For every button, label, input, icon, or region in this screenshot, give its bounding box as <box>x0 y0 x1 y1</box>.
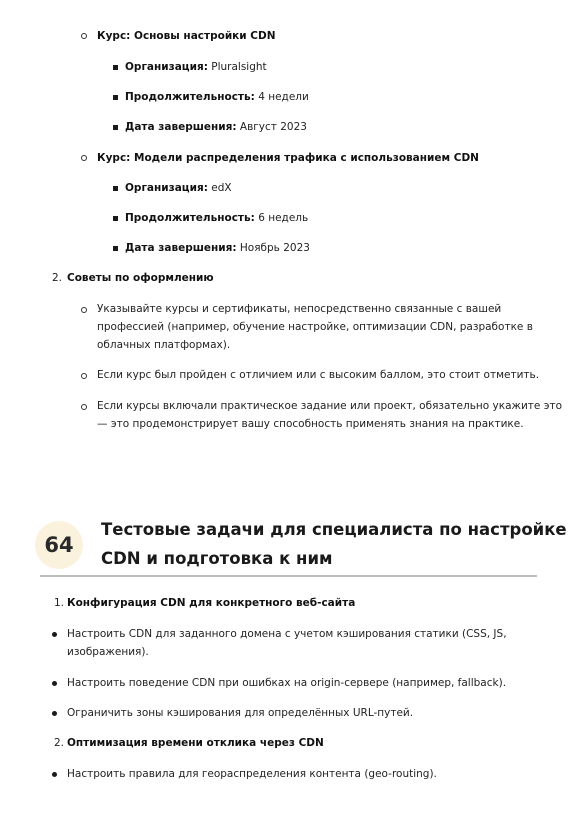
task-heading: Конфигурация CDN для конкретного веб-сайта <box>67 597 356 609</box>
course-duration: Продолжительность: 4 недели <box>125 91 309 103</box>
bullet-circle-icon <box>81 33 87 39</box>
tip-line: Указывайте курсы и сертификаты, непосредственно связанные с вашей <box>97 303 502 315</box>
bullet-square-icon <box>113 246 118 251</box>
course-org: Организация: edX <box>125 182 232 194</box>
course-date: Дата завершения: Ноябрь 2023 <box>125 242 310 254</box>
section-title: CDN и подготовка к ним <box>101 549 333 568</box>
bullet-dot-icon <box>52 711 57 716</box>
bullet-square-icon <box>113 95 118 100</box>
task-item: Настроить правила для геораспределения контента (geo-routing). <box>67 768 437 780</box>
tips-number: 2. <box>52 272 63 284</box>
tip-line: облачных платформах). <box>97 339 231 351</box>
task-item: Ограничить зоны кэширования для определённых URL-путей. <box>67 707 414 719</box>
course-duration: Продолжительность: 6 недель <box>125 212 309 224</box>
task-heading: Оптимизация времени отклика через CDN <box>67 737 324 749</box>
course-date: Дата завершения: Август 2023 <box>125 121 307 133</box>
bullet-circle-icon <box>81 307 87 313</box>
task-item: Настроить CDN для заданного домена с учетом кэширования статики (CSS, JS, <box>67 628 507 640</box>
task-item: Настроить поведение CDN при ошибках на origin-сервере (например, fallback). <box>67 677 507 689</box>
tip-line: Если курс был пройден с отличием или с высоким баллом, это стоит отметить. <box>97 369 540 381</box>
bullet-square-icon <box>113 125 118 130</box>
bullet-circle-icon <box>81 373 87 379</box>
bullet-square-icon <box>113 65 118 70</box>
section-title: Тестовые задачи для специалиста по настройке <box>101 520 567 539</box>
task-item: изображения). <box>67 646 149 658</box>
course-org: Организация: Pluralsight <box>125 61 267 73</box>
section-divider <box>40 575 537 577</box>
bullet-dot-icon <box>52 681 57 686</box>
bullet-circle-icon <box>81 155 87 161</box>
section-number-badge: 64 <box>35 521 83 569</box>
bullet-circle-icon <box>81 404 87 410</box>
course-title: Курс: Основы настройки CDN <box>97 30 276 42</box>
task-number: 2. <box>54 737 65 749</box>
task-number: 1. <box>54 597 65 609</box>
tips-heading: Советы по оформлению <box>67 272 214 284</box>
tip-line: Если курсы включали практическое задание или проект, обязательно укажите это <box>97 400 563 412</box>
bullet-square-icon <box>113 186 118 191</box>
course-title: Курс: Модели распределения трафика с использованием CDN <box>97 152 479 164</box>
bullet-dot-icon <box>52 772 57 777</box>
bullet-square-icon <box>113 216 118 221</box>
tip-line: — это продемонстрирует вашу способность применять знания на практике. <box>97 418 524 430</box>
tip-line: профессией (например, обучение настройке, оптимизации CDN, разработке в <box>97 321 533 333</box>
bullet-dot-icon <box>52 632 57 637</box>
